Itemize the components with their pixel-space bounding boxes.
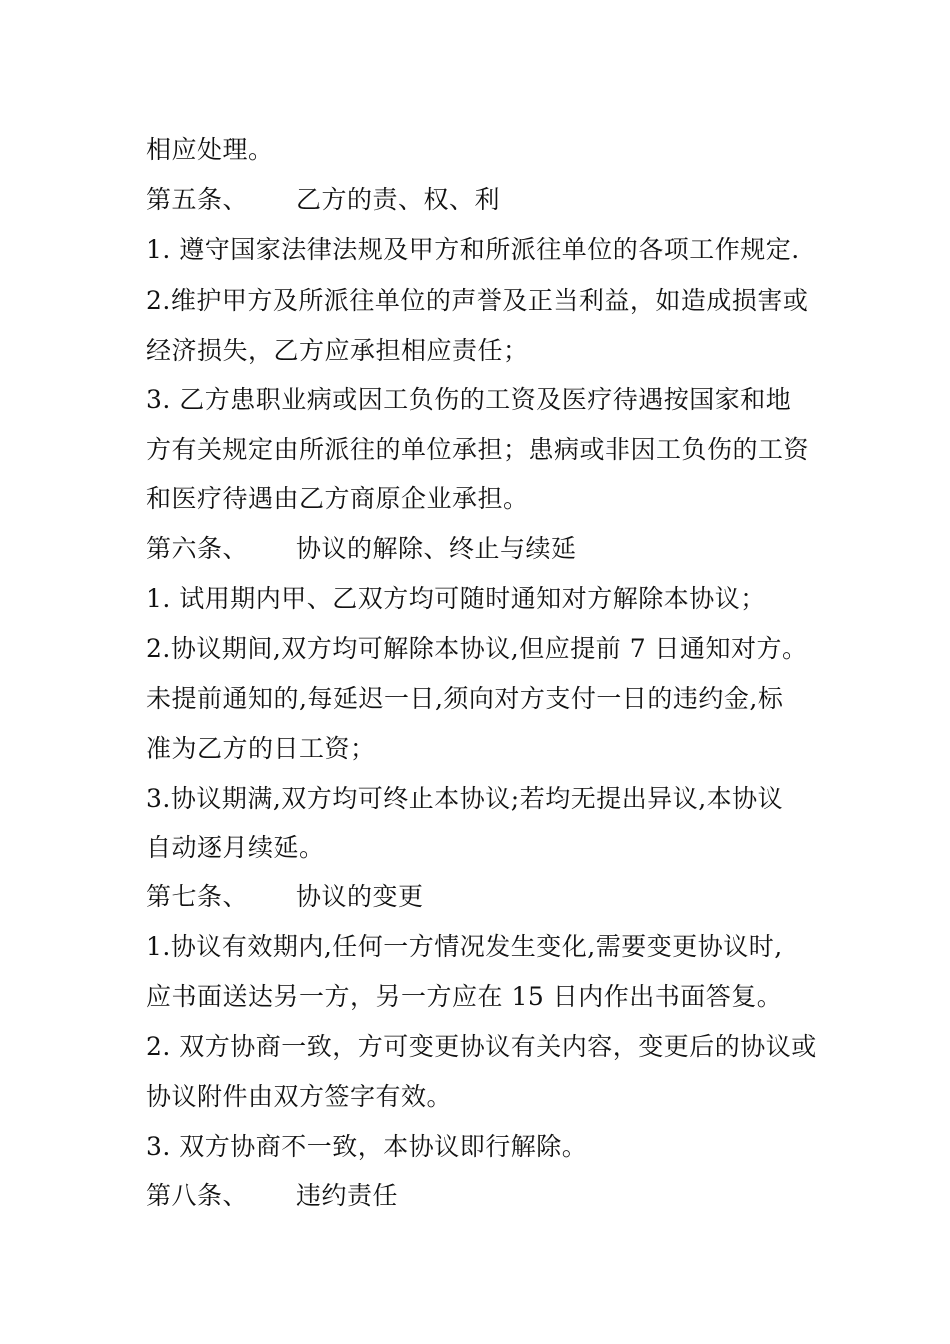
paragraph-line: 3.协议期满,双方均可终止本协议;若均无提出异议,本协议 [146, 784, 784, 813]
paragraph-line: 1. 遵守国家法律法规及甲方和所派往单位的各项工作规定. [146, 235, 800, 264]
paragraph-line: 1. 试用期内甲、乙双方均可随时通知对方解除本协议； [146, 584, 766, 613]
paragraph-line: 自动逐月续延。 [146, 833, 325, 862]
paragraph-line: 3. 乙方患职业病或因工负伤的工资及医疗待遇按国家和地 [146, 385, 792, 414]
paragraph-line: 相应处理。 [146, 135, 274, 164]
paragraph-line: 2.维护甲方及所派往单位的声誉及正当利益，如造成损害或 [146, 286, 809, 315]
article-heading [146, 1181, 398, 1211]
paragraph-line: 未提前通知的,每延迟一日,须向对方支付一日的违约金,标 [146, 684, 784, 713]
article-number: 第六条、 [146, 534, 249, 563]
article-title: 协议的变更 [296, 882, 424, 911]
article-heading [146, 185, 500, 215]
paragraph-line: 3. 双方协商不一致，本协议即行解除。 [146, 1132, 588, 1161]
article-number: 第八条、 [146, 1181, 249, 1210]
paragraph-line: 1.协议有效期内,任何一方情况发生变化,需要变更协议时, [146, 932, 783, 961]
paragraph-line: 2. 双方协商一致，方可变更协议有关内容，变更后的协议或 [146, 1032, 817, 1061]
paragraph-line: 应书面送达另一方，另一方应在 15 日内作出书面答复。 [146, 982, 783, 1011]
article-number: 第七条、 [146, 882, 249, 911]
paragraph-line: 协议附件由双方签字有效。 [146, 1082, 453, 1111]
article-title: 乙方的责、权、利 [296, 185, 501, 214]
article-title: 协议的解除、终止与续延 [296, 534, 577, 563]
article-heading [146, 534, 577, 564]
paragraph-line: 2.协议期间,双方均可解除本协议,但应提前 7 日通知对方。 [146, 634, 808, 663]
article-title: 违约责任 [296, 1181, 399, 1210]
paragraph-line: 准为乙方的日工资； [146, 734, 376, 763]
paragraph-line: 经济损失，乙方应承担相应责任； [146, 336, 529, 365]
paragraph-line: 和医疗待遇由乙方商原企业承担。 [146, 484, 529, 513]
article-number: 第五条、 [146, 185, 249, 214]
paragraph-line: 方有关规定由所派往的单位承担；患病或非因工负伤的工资 [146, 435, 810, 464]
article-heading [146, 882, 424, 912]
